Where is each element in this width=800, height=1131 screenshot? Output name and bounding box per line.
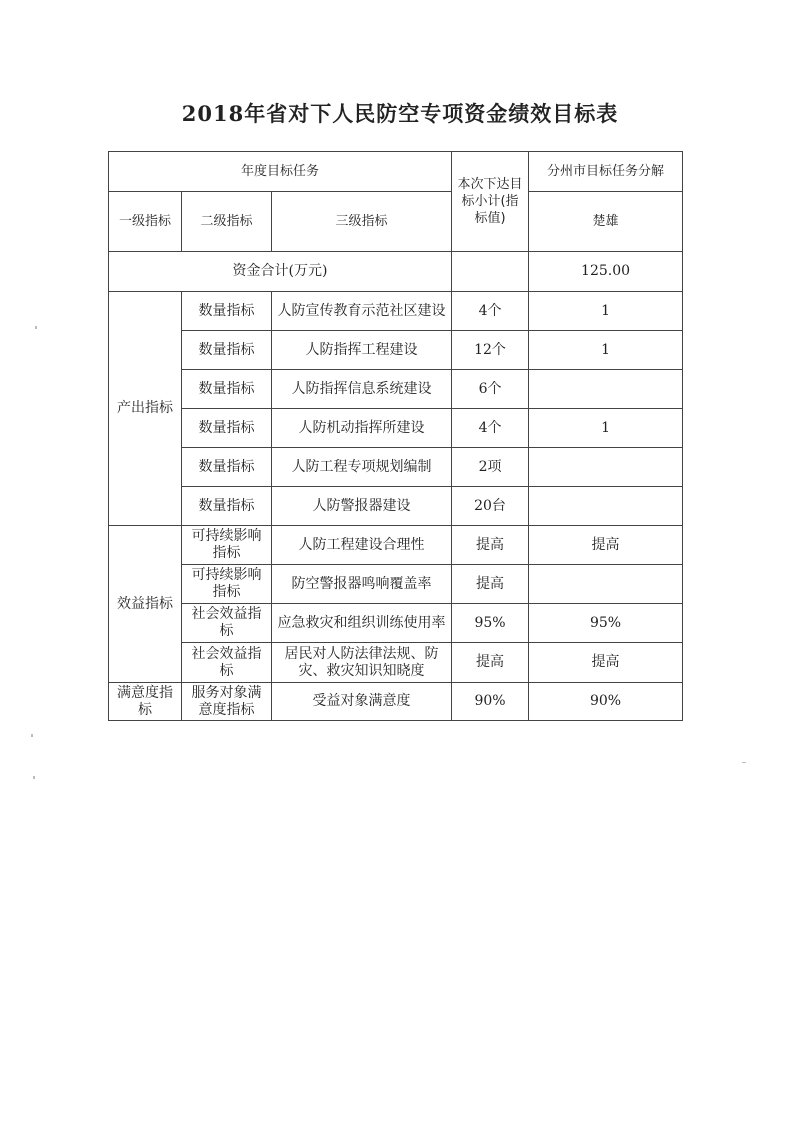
row-level3: 人防工程专项规划编制: [272, 448, 452, 487]
row-value: [529, 448, 683, 487]
row-level2: 数量指标: [182, 487, 272, 526]
scan-speck: [742, 762, 746, 763]
row-subtotal: 2项: [452, 448, 529, 487]
row-level2: 服务对象满意度指标: [182, 683, 272, 721]
row-value: [529, 370, 683, 409]
row-level2: 数量指标: [182, 370, 272, 409]
funds-subtotal: [452, 252, 529, 292]
row-level3: 防空警报器鸣响覆盖率: [272, 565, 452, 604]
header-level1: 一级指标: [109, 192, 182, 252]
row-value: 1: [529, 409, 683, 448]
header-level3: 三级指标: [272, 192, 452, 252]
row-value: 1: [529, 292, 683, 331]
row-value: 提高: [529, 643, 683, 683]
page-title: 2018年省对下人民防空专项资金绩效目标表: [181, 101, 619, 126]
row-level3: 应急救灾和组织训练使用率: [272, 604, 452, 643]
row-level3: 人防宣传教育示范社区建设: [272, 292, 452, 331]
row-value: 1: [529, 331, 683, 370]
row-level3: 人防指挥信息系统建设: [272, 370, 452, 409]
funds-value: 125.00: [529, 252, 683, 292]
header-annual-tasks: 年度目标任务: [109, 152, 452, 192]
row-level2: 数量指标: [182, 331, 272, 370]
row-level3: 人防指挥工程建设: [272, 331, 452, 370]
row-subtotal: 6个: [452, 370, 529, 409]
group-satisfaction: 满意度指标: [109, 683, 182, 721]
row-level3: 人防工程建设合理性: [272, 526, 452, 565]
row-subtotal: 提高: [452, 565, 529, 604]
row-level3: 受益对象满意度: [272, 683, 452, 721]
row-level3: 人防警报器建设: [272, 487, 452, 526]
header-level2: 二级指标: [182, 192, 272, 252]
row-level2: 社会效益指标: [182, 604, 272, 643]
row-level2: 社会效益指标: [182, 643, 272, 683]
header-region: 楚雄: [529, 192, 683, 252]
row-value: 提高: [529, 526, 683, 565]
row-level2: 可持续影响指标: [182, 526, 272, 565]
scan-speck: [31, 734, 33, 737]
row-level2: 可持续影响指标: [182, 565, 272, 604]
row-subtotal: 提高: [452, 643, 529, 683]
row-subtotal: 20台: [452, 487, 529, 526]
performance-target-table: [108, 151, 683, 721]
group-output: 产出指标: [109, 292, 182, 526]
row-level2: 数量指标: [182, 409, 272, 448]
row-subtotal: 12个: [452, 331, 529, 370]
row-value: 90%: [529, 683, 683, 721]
scan-speck: [35, 326, 37, 329]
header-prefecture-split: 分州市目标任务分解: [529, 152, 683, 192]
group-benefit: 效益指标: [109, 526, 182, 683]
row-value: 95%: [529, 604, 683, 643]
row-subtotal: 4个: [452, 292, 529, 331]
funds-label: 资金合计(万元): [109, 252, 452, 292]
row-level3: 居民对人防法律法规、防灾、救灾知识知晓度: [272, 643, 452, 683]
row-subtotal: 95%: [452, 604, 529, 643]
row-level2: 数量指标: [182, 292, 272, 331]
header-subtotal: 本次下达目标小计(指标值): [452, 152, 529, 252]
row-level2: 数量指标: [182, 448, 272, 487]
row-value: [529, 565, 683, 604]
row-subtotal: 90%: [452, 683, 529, 721]
row-subtotal: 4个: [452, 409, 529, 448]
row-level3: 人防机动指挥所建设: [272, 409, 452, 448]
row-value: [529, 487, 683, 526]
row-subtotal: 提高: [452, 526, 529, 565]
scan-speck: [33, 776, 35, 779]
